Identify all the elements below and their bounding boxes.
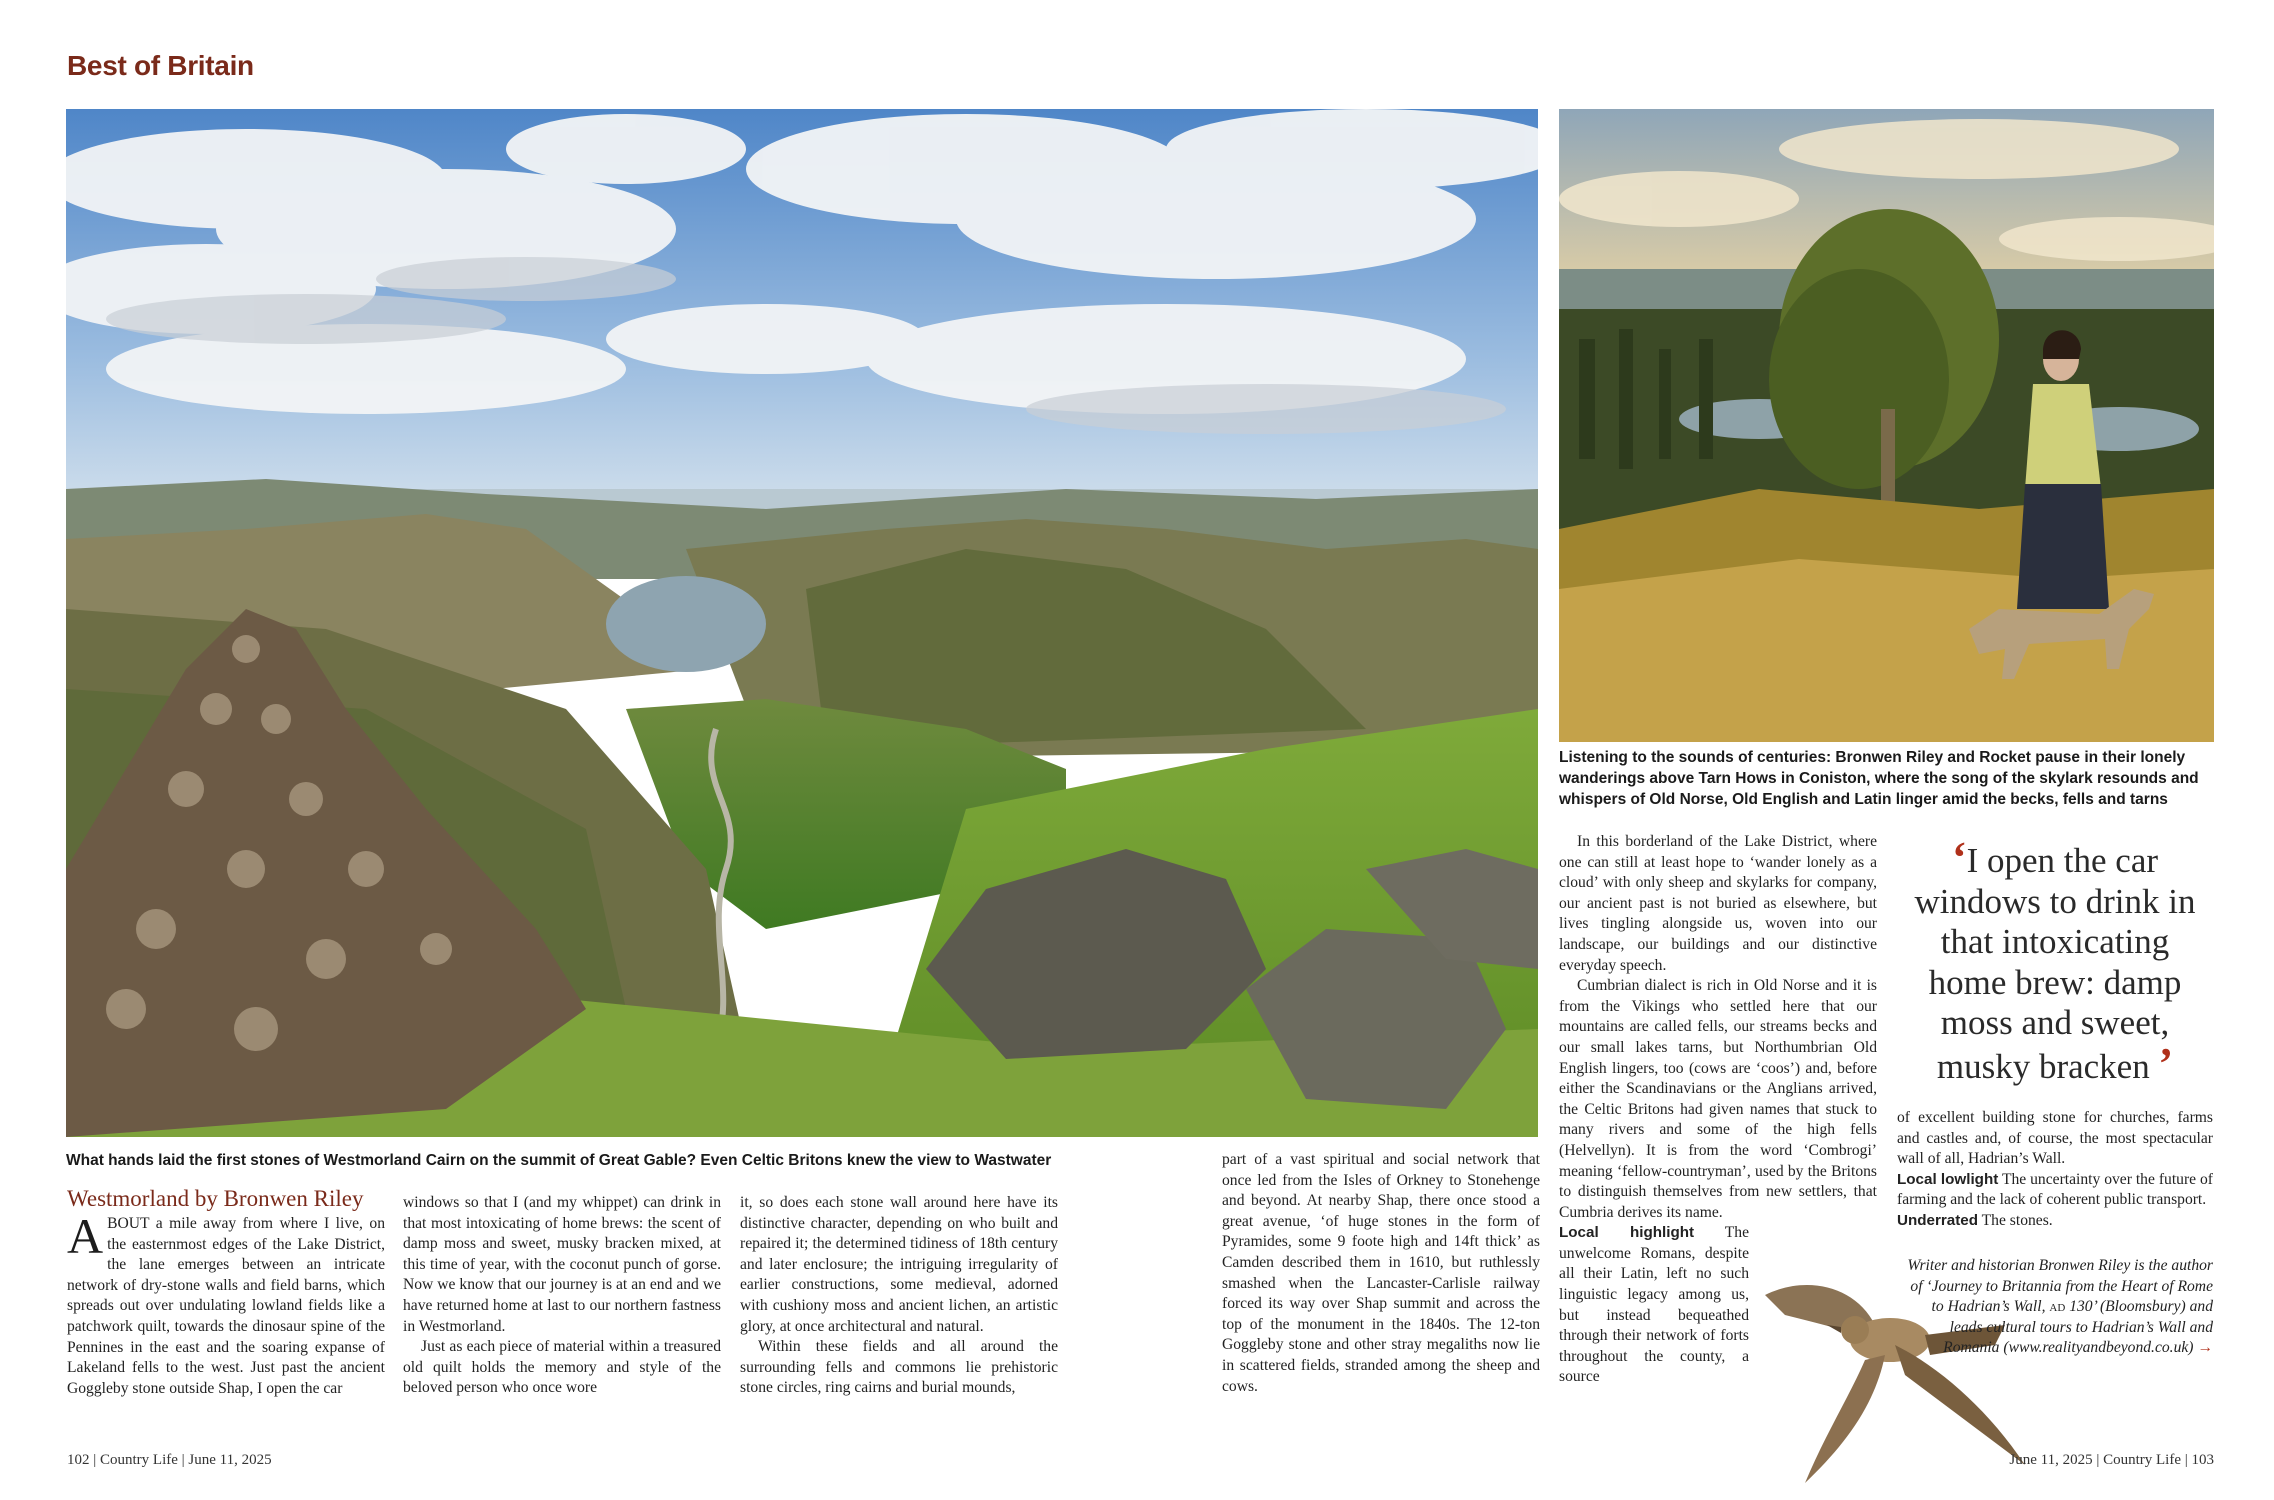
- article-column-1: [67, 1186, 385, 1399]
- underrated-label: Underrated: [1897, 1211, 1979, 1229]
- local-lowlight: [1897, 1170, 2213, 1211]
- local-highlight: [1559, 1223, 1749, 1388]
- paragraph: Just as each piece of material within a treasured old quilt holds the memory and style of the beloved person who once wore: [403, 1338, 721, 1397]
- opening-text: BOUT a mile away from where I live, on the easternmost edges of the Lake District, the lane emerges between an intricate network of dry-stone walls and field barns, which spreads out over undulating lowland fields like a patchwork quilt, towards the dinosaur spine of the Pennines in the east and the soaring expanse of Lakeland fells to the west. Just past the ancient Goggleby stone outside Shap, I open the car: [67, 1215, 385, 1397]
- underrated-text: The stones.: [1981, 1211, 2053, 1229]
- paragraph: Cumbrian dialect is rich in Old Norse and it is from the Vikings who settled here that our mountains are called fells, our streams becks and our small lakes tarns, but Northumbrian Old English lingers, too (cows are ‘coos’) and, before either the Scandinavians or the Anglians arrived, the Celtic Britons had given names that stuck to many rivers and some of the high fells (Helvellyn). It is from the word ‘Combrogi’ meaning ‘fellow-countryman’, used by the Britons to distinguish themselves from new settlers, that Cumbria derives its name.: [1559, 977, 1877, 1221]
- article-byline: Westmorland by Bronwen Riley: [67, 1186, 364, 1211]
- folio-right: June 11, 2025 | Country Life | 103: [2009, 1452, 2214, 1468]
- quote-close-mark: ’: [2158, 1038, 2174, 1088]
- pull-quote-text: I open the car windows to drink in that intoxicating home brew: damp moss and sweet, musky bracken: [1914, 841, 2196, 1086]
- opening-paragraph: [67, 1208, 385, 1399]
- author-bio-text-2: 130’ (Bloomsbury) and leads cultural tours to Hadrian’s Wall and Romania (www.realityandbeyond.co.uk): [1943, 1298, 2213, 1357]
- paragraph: Within these fields and all around the surrounding fells and commons lie prehistoric stone circles, ring cairns and burial mounds,: [740, 1338, 1058, 1397]
- quote-open-mark: ‘: [1951, 833, 1967, 882]
- article-column-4: [1222, 1150, 1540, 1397]
- paragraph: part of a vast spiritual and social network that once led from the Isles of Orkney to Stonehenge and beyond. At nearby Shap, there once stood a great avenue, ‘of huge stones in the form of Pyramides, some 9 foote high and 14ft thick’ as Camden described them in 1610, but ruthlessly smashed when the Lancaster-Carlisle railway forced its way over Shap summit and across the top of the monument in the 1840s. The 12-ton Goggleby stone and other stray megaliths now lie in scattered fields, stranded among the sheep and cows.: [1222, 1151, 1540, 1395]
- local-lowlight-label: Local lowlight: [1897, 1170, 1999, 1188]
- local-highlight-label: Local highlight: [1559, 1224, 1695, 1242]
- author-bio-era: ad: [2049, 1298, 2066, 1316]
- section-title: Best of Britain: [67, 50, 254, 81]
- article-column-2: [403, 1193, 721, 1399]
- woodland-illustration: [1559, 109, 2214, 742]
- paragraph: In this borderland of the Lake District, where one can still at least hope to ‘wander lonely as a cloud’ with only sheep and skylarks for company, our ancient past is not buried as elsewhere, but lives tingling alongside us, woven into our landscape, our buildings and our distinctive everyday speech.: [1559, 833, 1877, 974]
- underrated: [1897, 1211, 2213, 1232]
- main-photo-caption: What hands laid the first stones of Westmorland Cairn on the summit of Great Gable? Even Celtic Britons knew the view to Wastwater: [66, 1152, 1052, 1169]
- landscape-illustration: [66, 109, 1538, 1137]
- author-bio-text: Writer and historian Bronwen Riley is the author of ‘Journey to Britannia from the Heart of Rome to Hadrian’s Wall,: [1907, 1257, 2213, 1316]
- main-landscape-photo: [66, 109, 1538, 1137]
- paragraph: it, so does each stone wall around here have its distinctive character, depending on who built and repaired it; the determined tidiness of 18th century and later enclosure; the intriguing irregularity of earlier constructions, some medieval, adorned with cushiony moss and ancient lichen, an artistic glory, at once architectural and natural.: [740, 1194, 1058, 1335]
- side-photo-caption: Listening to the sounds of centuries: Bronwen Riley and Rocket pause in their lonely wanderings above Tarn Hows in Coniston, where the song of the skylark resounds and whispers of Old Norse, Old English and Latin linger amid the becks, fells and tarns: [1559, 749, 2199, 808]
- paragraph: of excellent building stone for churches, farms and castles and, of course, the most spectacular wall of all, Hadrian’s Wall.: [1897, 1109, 2213, 1168]
- local-highlight-text: The unwelcome Romans, despite all their Latin, left no such linguistic legacy among us, but instead bequeathed through their network of forts throughout the county, a source: [1559, 1224, 1749, 1386]
- local-lowlight-text: The uncertainty over the future of farming and the lack of coherent public transport.: [1897, 1170, 2214, 1209]
- drop-cap: A: [67, 1208, 104, 1264]
- continue-arrow-icon: →: [2197, 1339, 2213, 1357]
- pull-quote: [1900, 833, 2210, 1088]
- author-bio: [1900, 1256, 2213, 1359]
- paragraph: windows so that I (and my whippet) can drink in that most intoxicating of home brews: the scent of damp moss and sweet, musky bracken mixed, at this time of year, with the coconut punch of gorse. Now we know that our journey is at an end and we have returned home at last to our northern fastness in Westmorland.: [403, 1194, 721, 1335]
- article-column-6: [1897, 1108, 2213, 1232]
- side-portrait-photo: [1559, 109, 2214, 742]
- folio-left: 102 | Country Life | June 11, 2025: [67, 1452, 272, 1468]
- article-column-3: [740, 1193, 1058, 1399]
